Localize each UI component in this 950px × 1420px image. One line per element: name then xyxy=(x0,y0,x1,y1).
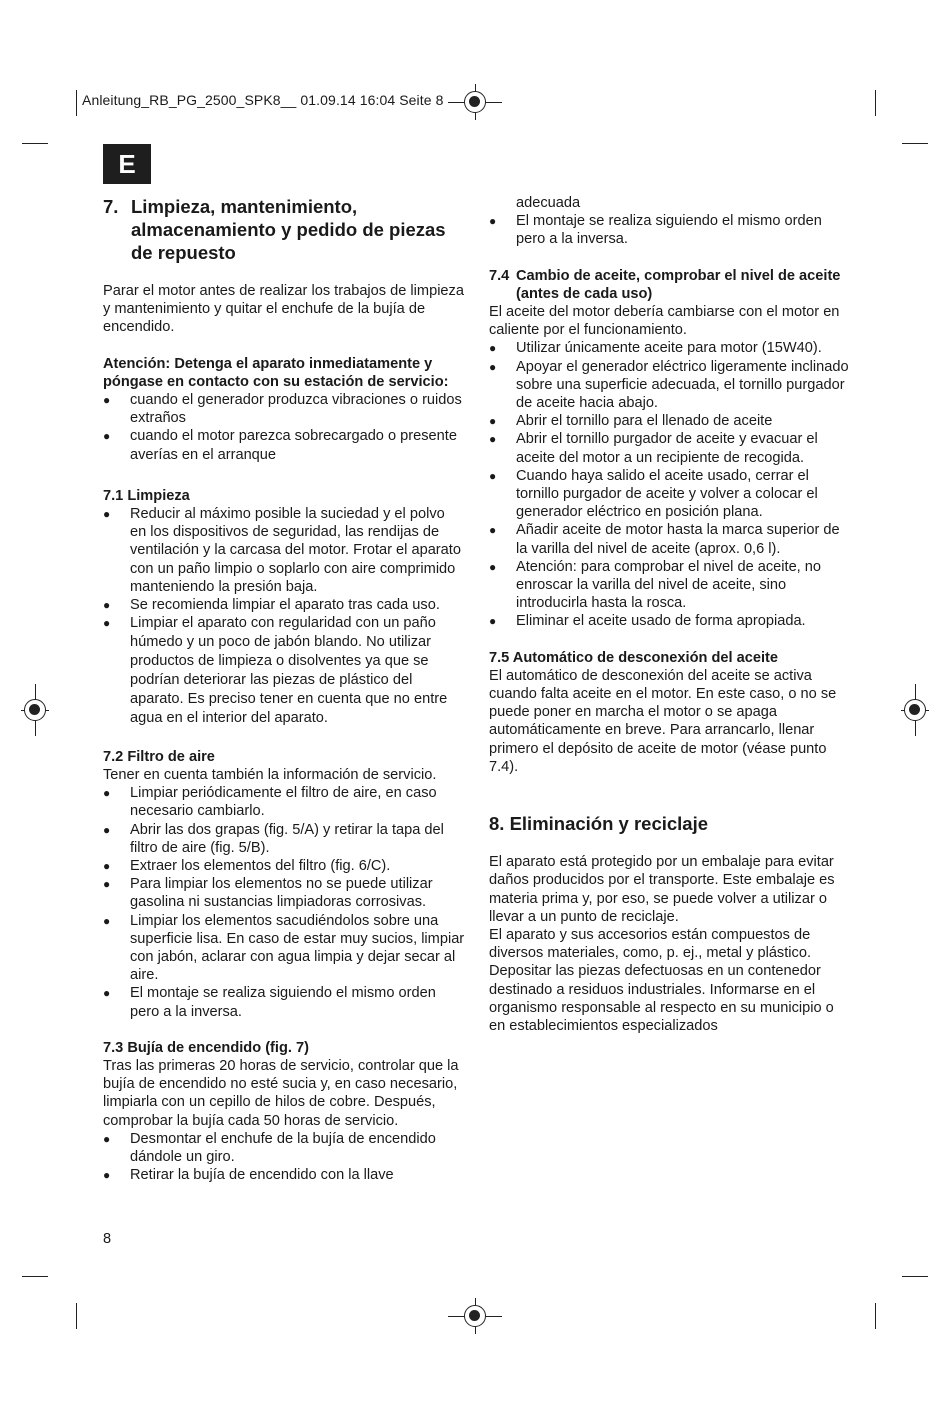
right-column xyxy=(489,194,851,1035)
list-item: ● El montaje se realiza siguiendo el mismo orden pero a la inversa. xyxy=(103,984,465,1020)
section-7-intro: Parar el motor antes de realizar los trabajos de limpieza y mantenimiento y quitar el enchufe de la bujía de encendido. xyxy=(103,283,464,336)
list-item: ● Limpiar periódicamente el filtro de aire, en caso necesario cambiarlo. xyxy=(103,784,465,820)
registration-mark-left xyxy=(24,699,46,721)
list-item: ● Limpiar los elementos sacudiéndolos sobre una superficie lisa. En caso de estar muy sucios, limpiar con jabón, aclarar con agua limpia y dejar secar al aire. xyxy=(103,912,465,985)
list-item: ● Retirar la bujía de encendido con la llave xyxy=(103,1166,465,1184)
list-item: ● Reducir al máximo posible la suciedad y el polvo en los dispositivos de seguridad, las rendijas de ventilación y la carcasa del motor. Frotar el aparato con un paño limpio o soplarlo con aire comprimido manteniendo la presión baja. xyxy=(103,505,465,596)
warning-list xyxy=(103,391,465,464)
crop-mark-bottom-right xyxy=(875,1303,876,1329)
list-item: ● Abrir las dos grapas (fig. 5/A) y retirar la tapa del filtro de aire (fig. 5/B). xyxy=(103,821,465,857)
section-7-4-intro: El aceite del motor debería cambiarse con el motor en caliente por el funcionamiento. xyxy=(489,304,840,339)
list-item: ● Apoyar el generador eléctrico ligeramente inclinado sobre una superficie adecuada, el tornillo purgador de aceite hacia abajo. xyxy=(489,358,851,413)
section-7-heading xyxy=(103,195,465,264)
crop-mark-left-top xyxy=(22,143,48,144)
page-number: 8 xyxy=(103,1231,112,1247)
list-item: ● Se recomienda limpiar el aparato tras cada uso. xyxy=(103,596,465,614)
left-column xyxy=(103,195,465,1184)
section-7-3-continuation: adecuada xyxy=(516,195,581,211)
list-item: ● Desmontar el enchufe de la bujía de encendido dándole un giro. xyxy=(103,1130,465,1166)
list-item: ● Extraer los elementos del filtro (fig. 6/C). xyxy=(103,857,465,875)
list-item: ● Limpiar el aparato con regularidad con un paño húmedo y un poco de jabón blando. No utilizar productos de limpieza o disolventes ya que se podrían deteriorar las piezas de plástico del aparato. Es preciso tener en cuenta que no entre agua en el interior del aparato. xyxy=(103,614,465,727)
list-item: ● Para limpiar los elementos no se puede utilizar gasolina ni sustancias limpiadoras corrosivas. xyxy=(103,875,465,911)
section-7-2-heading: 7.2 Filtro de aire xyxy=(103,748,215,765)
crop-mark-right-top xyxy=(902,143,928,144)
section-7-5-body: El automático de desconexión del aceite se activa cuando falta aceite en el motor. En este caso, o no se puede poner en marcha el motor o se apaga automáticamente en breve. Para arrancarlo, llenar primero el depósito de aceite de motor (véase punto 7.4). xyxy=(489,667,837,775)
section-7-title: Limpieza, mantenimiento, almacenamiento y pedido de piezas de repuesto xyxy=(131,196,446,263)
section-7-warning: Atención: Detenga el aparato inmediatamente y póngase en contacto con su estación de servicio: xyxy=(103,355,449,390)
section-7-3-list-continued xyxy=(489,212,851,248)
list-item: ● Abrir el tornillo para el llenado de aceite xyxy=(489,412,851,430)
registration-mark-bottom xyxy=(464,1305,486,1327)
list-item: ● El montaje se realiza siguiendo el mismo orden pero a la inversa. xyxy=(489,212,851,248)
crop-mark-right-bottom xyxy=(902,1276,928,1277)
crop-mark-bottom-left xyxy=(76,1303,77,1329)
list-item: ● cuando el generador produzca vibraciones o ruidos extraños xyxy=(103,391,465,427)
list-item: ● Añadir aceite de motor hasta la marca superior de la varilla del nivel de aceite (aprox. 0,6 l). xyxy=(489,521,851,557)
list-item: ● Utilizar únicamente aceite para motor (15W40). xyxy=(489,339,851,357)
language-tab: E xyxy=(103,144,151,184)
section-7-3-intro: Tras las primeras 20 horas de servicio, controlar que la bujía de encendido no esté sucia y, en caso necesario, limpiarla con un cepillo de hilos de cobre. Después, comprobar la bujía cada 50 horas de servicio. xyxy=(103,1057,459,1129)
list-item: ● Cuando haya salido el aceite usado, cerrar el tornillo purgador de aceite y volver a colocar el generador eléctrico en posición plana. xyxy=(489,467,851,522)
section-7-1-list xyxy=(103,505,465,728)
list-item: ● Abrir el tornillo purgador de aceite y evacuar el aceite del motor a un recipiente de recogida. xyxy=(489,430,851,466)
list-item: ● Atención: para comprobar el nivel de aceite, no enroscar la varilla del nivel de aceite, sino introducirla hasta la rosca. xyxy=(489,558,851,613)
section-7-4-title: Cambio de aceite, comprobar el nivel de aceite (antes de cada uso) xyxy=(516,267,841,302)
registration-mark-top xyxy=(464,91,486,113)
section-7-3-list xyxy=(103,1130,465,1185)
section-7-4-heading xyxy=(489,267,851,303)
list-item: ● cuando el motor parezca sobrecargado o presente averías en el arranque xyxy=(103,427,465,463)
print-slug: Anleitung_RB_PG_2500_SPK8__ 01.09.14 16:04 Seite 8 xyxy=(82,92,444,108)
section-8-heading: 8. Eliminación y reciclaje xyxy=(489,813,709,835)
section-7-5-heading: 7.5 Automático de desconexión del aceite xyxy=(489,649,778,666)
registration-mark-right xyxy=(904,699,926,721)
crop-mark-top-right xyxy=(875,90,876,116)
section-7-2-list xyxy=(103,784,465,1021)
section-7-3-heading: 7.3 Bujía de encendido (fig. 7) xyxy=(103,1039,309,1056)
section-8-paragraph-1: El aparato está protegido por un embalaje para evitar daños producidos por el transporte. Este embalaje es materia prima y, por eso, se puede volver a utilizar o llevar a un punto de reciclaje. xyxy=(489,854,835,925)
crop-mark-left-bottom xyxy=(22,1276,48,1277)
section-7-2-intro: Tener en cuenta también la información de servicio. xyxy=(103,766,437,783)
section-7-4-number: 7.4 xyxy=(489,267,510,284)
section-7-1-heading: 7.1 Limpieza xyxy=(103,487,190,504)
section-8-paragraph-2: El aparato y sus accesorios están compuestos de diversos materiales, como, p. ej., metal y plástico. Depositar las piezas defectuosas en un contenedor destinado a residuos industriales. Informarse en el organismo responsable al respecto en su municipio o en establecimientos especializados xyxy=(489,926,834,1034)
crop-mark-top-left xyxy=(76,90,77,116)
section-7-4-list xyxy=(489,339,851,630)
list-item: ● Eliminar el aceite usado de forma apropiada. xyxy=(489,612,851,630)
section-7-number: 7. xyxy=(103,196,119,217)
